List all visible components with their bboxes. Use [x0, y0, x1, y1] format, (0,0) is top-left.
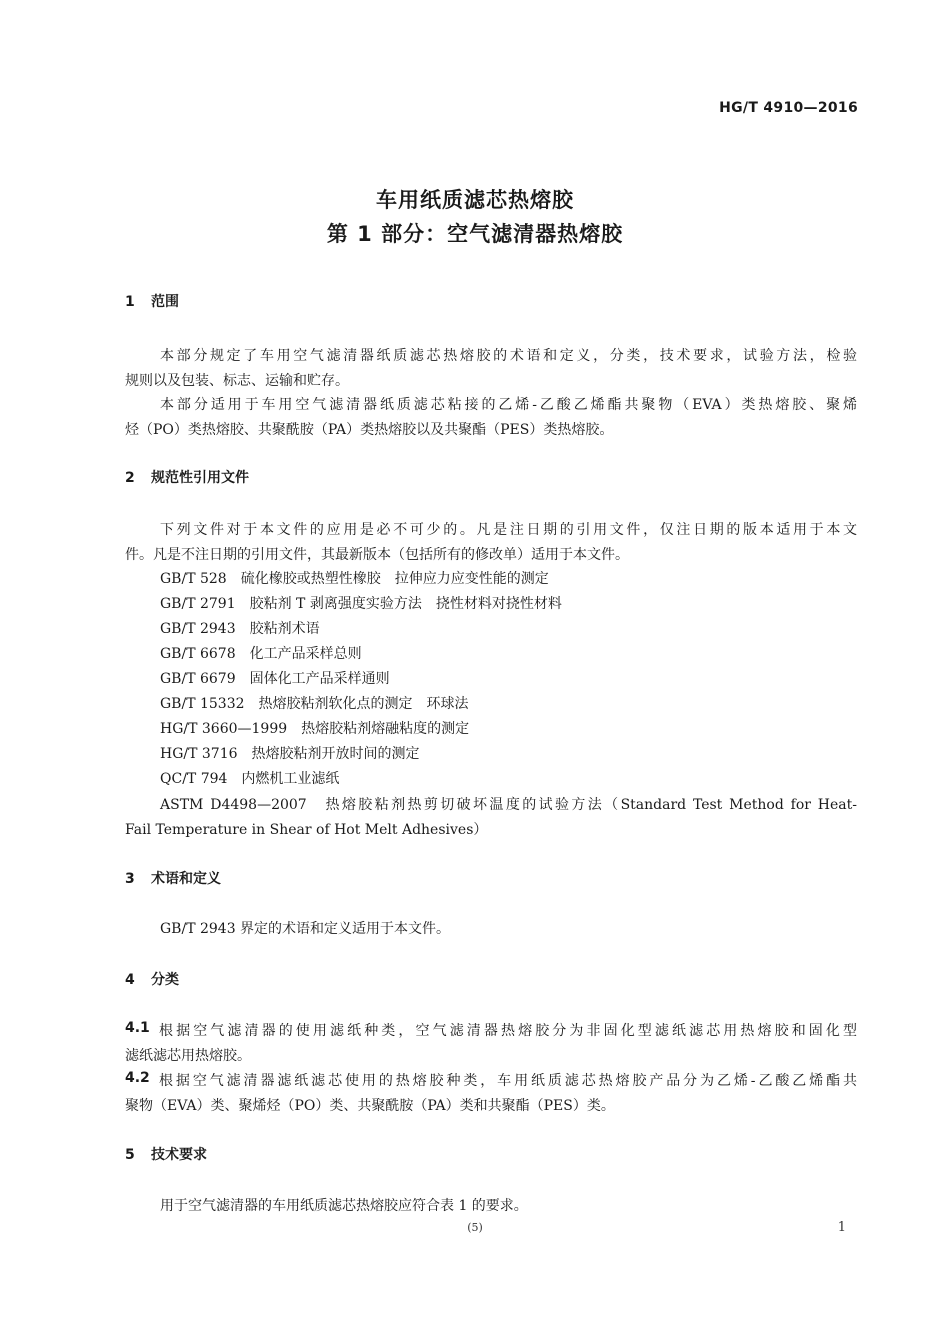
paragraph-line: GB/T 2943 界定的术语和定义适用于本文件。 [160, 921, 451, 937]
paragraph-line: 件。凡是不注日期的引用文件，其最新版本（包括所有的修改单）适用于本文件。 [125, 547, 629, 563]
reference-item [160, 668, 390, 688]
paragraph-line: 本部分适用于车用空气滤清器纸质滤芯粘接的乙烯-乙酸乙烯酯共聚物（EVA）类热熔胶、聚烯 [160, 397, 857, 413]
section-title: 术语和定义 [151, 871, 221, 887]
section-1-heading [125, 291, 179, 311]
paragraph-line: 滤纸滤芯用热熔胶。 [125, 1048, 251, 1064]
reference-title: 胶粘剂术语 [249, 621, 320, 637]
reference-title: 内燃机工业滤纸 [241, 771, 340, 787]
section-number: 1 [125, 294, 135, 310]
section-title: 规范性引用文件 [151, 470, 249, 486]
paragraph-line: 烃（PO）类热熔胶、共聚酰胺（PA）类热熔胶以及共聚酯（PES）类热熔胶。 [125, 422, 614, 438]
reference-code: GB/T 528 [160, 571, 227, 587]
section-4-heading [125, 969, 179, 989]
page-number: 1 [837, 1220, 846, 1235]
paragraph-line: 用于空气滤清器的车用纸质滤芯热熔胶应符合表 1 的要求。 [160, 1198, 528, 1214]
reference-title: 化工产品采样总则 [249, 646, 362, 662]
paragraph-line: 规则以及包装、标志、运输和贮存。 [125, 373, 349, 389]
clause-4-1 [125, 1020, 857, 1040]
paragraph-line: 下列文件对于本文件的应用是必不可少的。凡是注日期的引用文件，仅注日期的版本适用于本文 [160, 522, 857, 538]
reference-code: HG/T 3660—1999 [160, 721, 288, 737]
clause-text: 根据空气滤清器的使用滤纸种类，空气滤清器热熔胶分为非固化型滤纸滤芯用热熔胶和固化型 [159, 1023, 857, 1039]
reference-item [160, 568, 549, 588]
reference-code: GB/T 15332 [160, 696, 245, 712]
reference-title: 热熔胶粘剂熔融粘度的测定 [301, 721, 470, 737]
section-3-heading [125, 868, 221, 888]
section-number: 3 [125, 871, 135, 887]
reference-title: 固体化工产品采样通则 [249, 671, 390, 687]
paragraph-line: 本部分规定了车用空气滤清器纸质滤芯热熔胶的术语和定义，分类，技术要求，试验方法，检验 [160, 348, 857, 364]
section-number: 4 [125, 972, 135, 988]
section-title: 分类 [151, 972, 179, 988]
reference-code: GB/T 6678 [160, 646, 236, 662]
reference-item [160, 743, 420, 763]
reference-item [160, 718, 469, 738]
title-line-1: 车用纸质滤芯热熔胶 [376, 188, 574, 212]
section-title: 范围 [151, 294, 179, 310]
reference-title: 胶粘剂 T 剥离强度实验方法 挠性材料对挠性材料 [249, 596, 562, 612]
standard-code: HG/T 4910—2016 [719, 100, 858, 116]
section-title: 技术要求 [151, 1147, 207, 1163]
reference-code: GB/T 2791 [160, 596, 236, 612]
reference-code: GB/T 6679 [160, 671, 236, 687]
reference-item-continuation: Fail Temperature in Shear of Hot Melt Adhesives） [125, 822, 488, 838]
section-5-heading [125, 1144, 207, 1164]
reference-code: GB/T 2943 [160, 621, 236, 637]
title-line-2: 第 1 部分：空气滤清器热熔胶 [326, 222, 624, 246]
reference-code: QC/T 794 [160, 771, 228, 787]
reference-title: 热熔胶粘剂软化点的测定 环球法 [258, 696, 469, 712]
section-number: 2 [125, 470, 135, 486]
reference-title: 热熔胶粘剂开放时间的测定 [251, 746, 420, 762]
reference-code: HG/T 3716 [160, 746, 238, 762]
clause-text: 根据空气滤清器滤纸滤芯使用的热熔胶种类，车用纸质滤芯热熔胶产品分为乙烯-乙酸乙烯酯共 [159, 1073, 857, 1089]
reference-item: ASTM D4498—2007 热熔胶粘剂热剪切破坏温度的试验方法（Standard Test Method for Heat- [160, 797, 857, 813]
paragraph-line: 聚物（EVA）类、聚烯烃（PO）类、共聚酰胺（PA）类和共聚酯（PES）类。 [125, 1098, 615, 1114]
clause-4-2 [125, 1070, 857, 1090]
section-number: 5 [125, 1147, 135, 1163]
reference-item [160, 768, 339, 788]
footer-sheet-number: (5) [467, 1221, 483, 1234]
reference-item [160, 593, 562, 613]
reference-item [160, 618, 320, 638]
clause-number: 4.2 [125, 1070, 150, 1086]
reference-item [160, 643, 362, 663]
reference-title: 硫化橡胶或热塑性橡胶 拉伸应力应变性能的测定 [240, 571, 549, 587]
section-2-heading [125, 467, 249, 487]
reference-item [160, 693, 469, 713]
clause-number: 4.1 [125, 1020, 150, 1036]
